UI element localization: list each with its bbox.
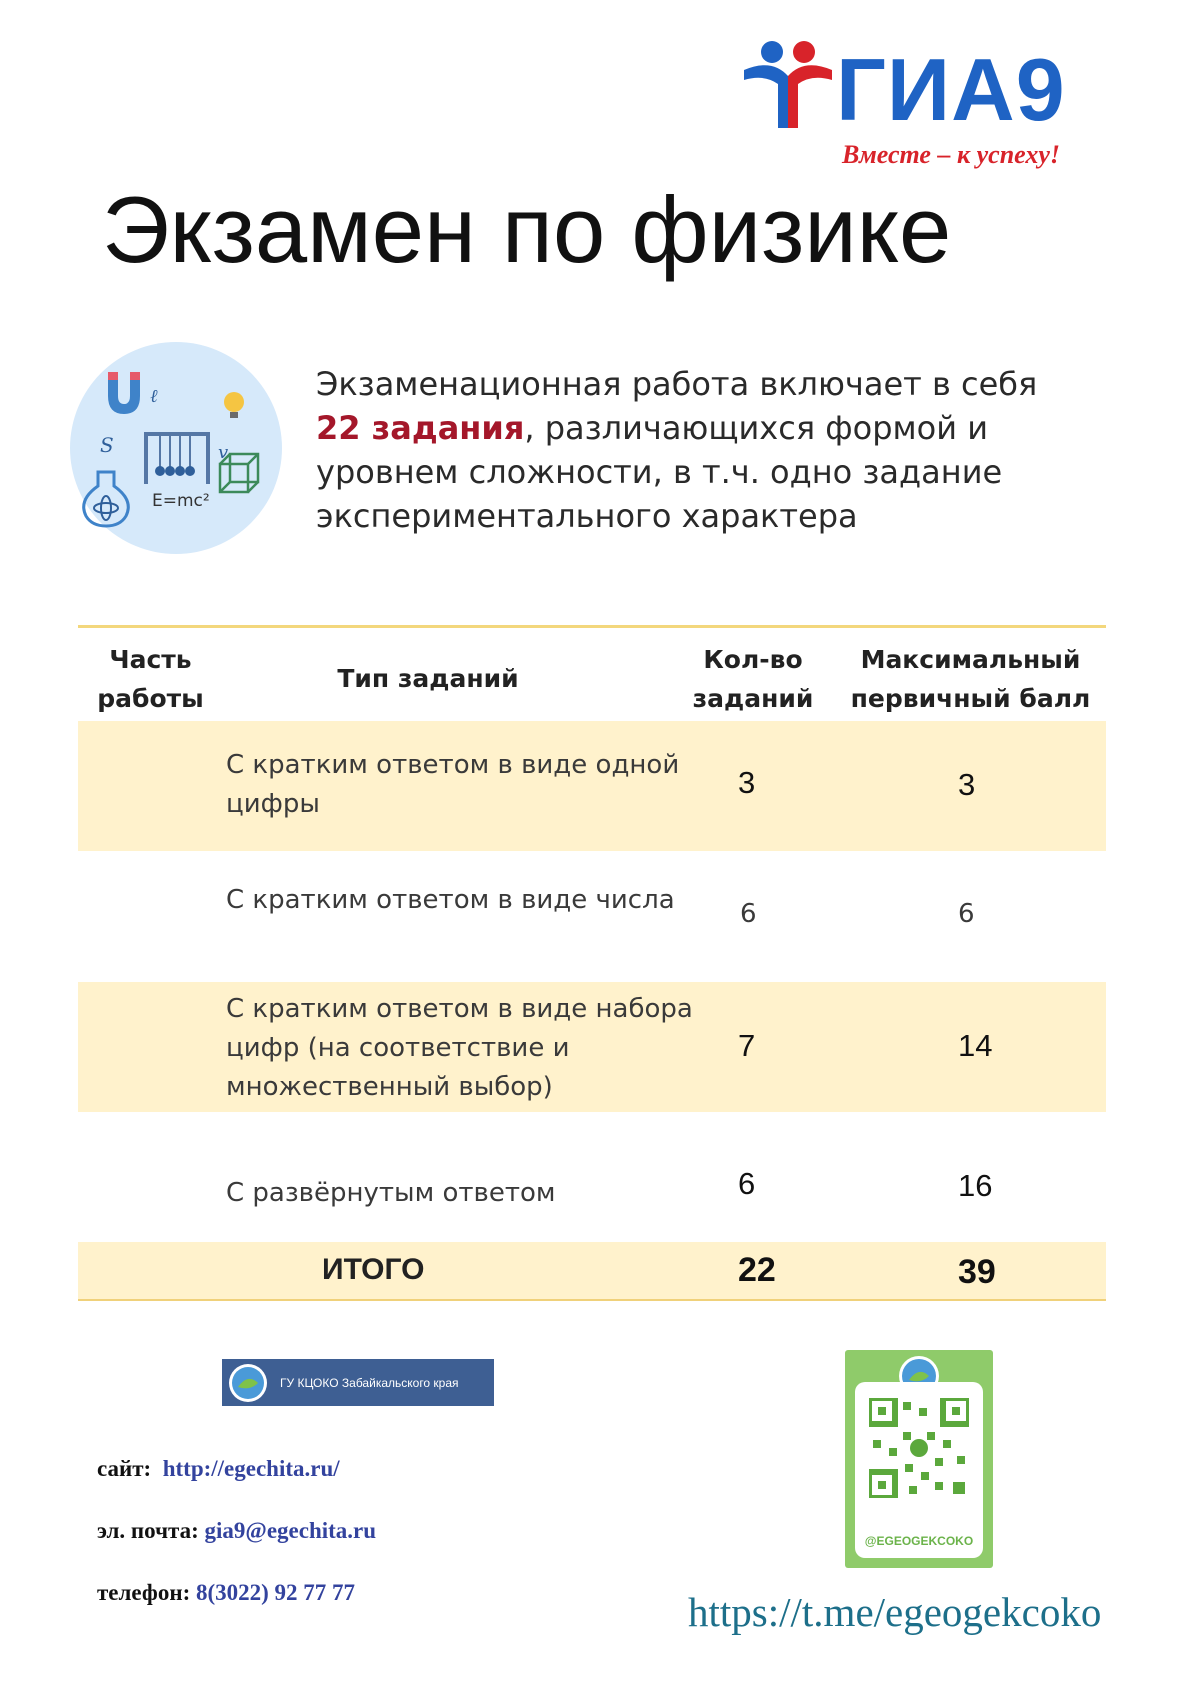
- site-link[interactable]: http://egechita.ru/: [162, 1456, 340, 1481]
- email-label: эл. почта:: [97, 1518, 199, 1543]
- gia9-logo: [738, 36, 1098, 176]
- header-part: Часть работы: [97, 645, 204, 713]
- phone-number: 8(3022) 92 77 77: [195, 1580, 356, 1605]
- qr-code-icon: [869, 1398, 969, 1498]
- email-line: [97, 1518, 376, 1544]
- site-line: [97, 1456, 340, 1482]
- row-max: 6: [958, 899, 975, 929]
- row-max: 16: [958, 1168, 993, 1203]
- phone-line: [97, 1580, 355, 1606]
- intro-text: [316, 362, 1076, 538]
- row-count: 3: [738, 765, 756, 800]
- header-type: Тип заданий: [337, 664, 519, 693]
- symbol-l: ℓ: [150, 386, 158, 407]
- physics-illustration: [68, 340, 284, 556]
- row-type: С кратким ответом в виде одной цифры: [226, 750, 680, 819]
- page-title: Экзамен по физике: [102, 177, 952, 282]
- total-label: ИТОГО: [322, 1253, 425, 1286]
- logo-text: ГИА9: [836, 40, 1066, 139]
- table-row: [78, 982, 1106, 1112]
- badge-label: ГУ КЦОКО Забайкальского края: [280, 1375, 459, 1390]
- row-count: 6: [740, 899, 757, 929]
- row-max: 3: [958, 767, 976, 802]
- row-max: 14: [958, 1028, 993, 1063]
- total-count: 22: [738, 1251, 776, 1289]
- table-total-row: [78, 1242, 1106, 1299]
- logo-slogan: Вместе – к успеху!: [842, 140, 1061, 169]
- qr-panel: [855, 1382, 983, 1558]
- table-top-border: [78, 625, 1106, 628]
- total-max: 39: [958, 1253, 996, 1291]
- organization-emblem-icon: [226, 1361, 270, 1405]
- symbol-v: v: [218, 442, 229, 463]
- intro-after: , различающихся формой и уровнем сложности, в т.ч. одно задание экспериментального характера: [316, 409, 1003, 535]
- telegram-link[interactable]: https://t.me/egeogekcoko: [688, 1589, 1102, 1635]
- formula-label: E=mc²: [152, 491, 210, 511]
- row-type: С развёрнутым ответом: [226, 1178, 556, 1208]
- intro-highlight: 22 задания: [316, 409, 525, 447]
- phone-label: телефон:: [97, 1580, 191, 1605]
- qr-handle: @EGEOGEKCOKO: [864, 1534, 974, 1548]
- header-count: Кол-во заданий: [692, 645, 814, 713]
- symbol-s: S: [100, 433, 114, 457]
- organization-badge: [222, 1359, 494, 1406]
- header-max: Максимальный первичный балл: [850, 645, 1091, 713]
- email-link[interactable]: gia9@egechita.ru: [204, 1518, 377, 1543]
- row-count: 6: [738, 1166, 756, 1201]
- table-row: [78, 721, 1106, 851]
- table-bottom-border: [78, 1299, 1106, 1301]
- table-row: [78, 851, 1106, 982]
- table-row: [78, 1112, 1106, 1242]
- people-icon: [738, 36, 838, 136]
- intro-before: Экзаменационная работа включает в себя: [316, 365, 1038, 403]
- physics-icon: [68, 340, 284, 556]
- row-type: С кратким ответом в виде числа: [226, 885, 675, 915]
- row-count: 7: [738, 1028, 756, 1063]
- telegram-qr-card[interactable]: [845, 1350, 993, 1568]
- site-label: сайт:: [97, 1456, 152, 1481]
- row-type: С кратким ответом в виде набора цифр (на соответствие и множественный выбор): [226, 994, 693, 1102]
